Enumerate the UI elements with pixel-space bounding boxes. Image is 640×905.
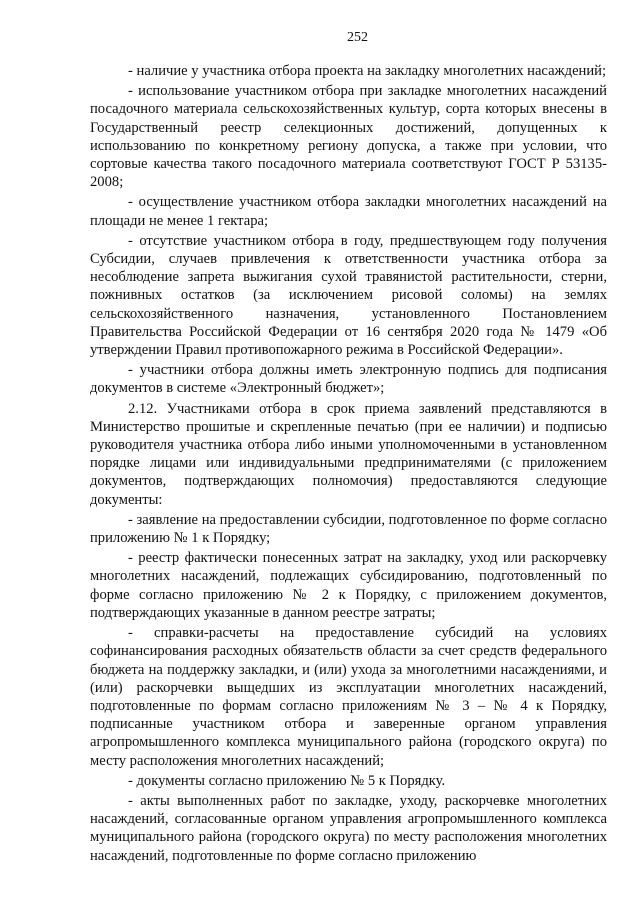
paragraph-work-acts: - акты выполненных работ по закладке, уходу, раскорчевке многолетних насаждений, согласованные органом управления агропромышленного комплекса муниципального района (городского округа) по месту расположения многолетних насаждений, подготовленные по форме согласно приложению <box>90 792 607 864</box>
paragraph-application: - заявление на предоставлении субсидии, подготовленное по форме согласно приложению № 1 к Порядку; <box>90 511 607 547</box>
paragraph-planting-material: - использование участником отбора при закладке многолетних насаждений посадочного материала сельскохозяйственных культур, сорта которых внесены в Государственный реестр селекционных достижений, допущенных к использованию по конкретному региону допуска, а также при условии, что сортовые качества такого посадочного материала соответствуют ГОСТ Р 53135-2008; <box>90 83 607 191</box>
paragraph-calculation-certificates: - справки-расчеты на предоставление субсидий на условиях софинансирования расходных обязательств области за счет средств федерального бюджета на поддержку закладки, и (или) ухода за многолетними насаждениями, и (или) раскорчевки выщедших из эксплуатации многолетних насаждений, подготовленные по формам согласно приложениям № 3 – № 4 к Порядку, подписанные участником отбора и заверенные органом управления агропромышленного комплекса муниципального района (городского округа) по месту расположения многолетних насаждений; <box>90 625 607 769</box>
paragraph-section-2-12: 2.12. Участниками отбора в срок приема заявлений представляются в Министерство прошитые и скрепленные печатью (при ее наличии) и подписью руководителя участника отбора либо иными уполномоченными в установленном порядке лицами или индивидуальными предпринимателями (с приложением документов, подтверждающих полномочия) предоставляются следующие документы: <box>90 400 607 508</box>
paragraph-no-burning-violations: - отсутствие участником отбора в году, предшествующем году получения Субсидии, случаев привлечения к ответственности участника отбора за несоблюдение запрета выжигания сухой травянистой растительности, стерни, пожнивных остатков (за исключением рисовой соломы) на землях сельскохозяйственного назначения, установленного Постановлением Правительства Российской Федерации от 16 сентября 2020 года № 1479 «Об утверждении Правил противопожарного режима в Российской Федерации». <box>90 232 607 359</box>
paragraph-cost-register: - реестр фактически понесенных затрат на закладку, уход или раскорчевку многолетних насаждений, подлежащих субсидированию, подготовленный по форме согласно приложению № 2 к Порядку, с приложением документов, подтверждающих указанные в данном реестре затраты; <box>90 550 607 621</box>
paragraph-electronic-signature: - участники отбора должны иметь электронную подпись для подписания документов в системе «Электронный бюджет»; <box>90 362 607 397</box>
paragraph-min-area: - осуществление участником отбора закладки многолетних насаждений на площади не менее 1 гектара; <box>90 194 607 229</box>
paragraph-annex-5-documents: - документы согласно приложению № 5 к Порядку. <box>128 772 446 789</box>
paragraph-project-requirement: - наличие у участника отбора проекта на закладку многолетних насаждений; <box>128 63 607 79</box>
page-number: 252 <box>347 30 368 45</box>
